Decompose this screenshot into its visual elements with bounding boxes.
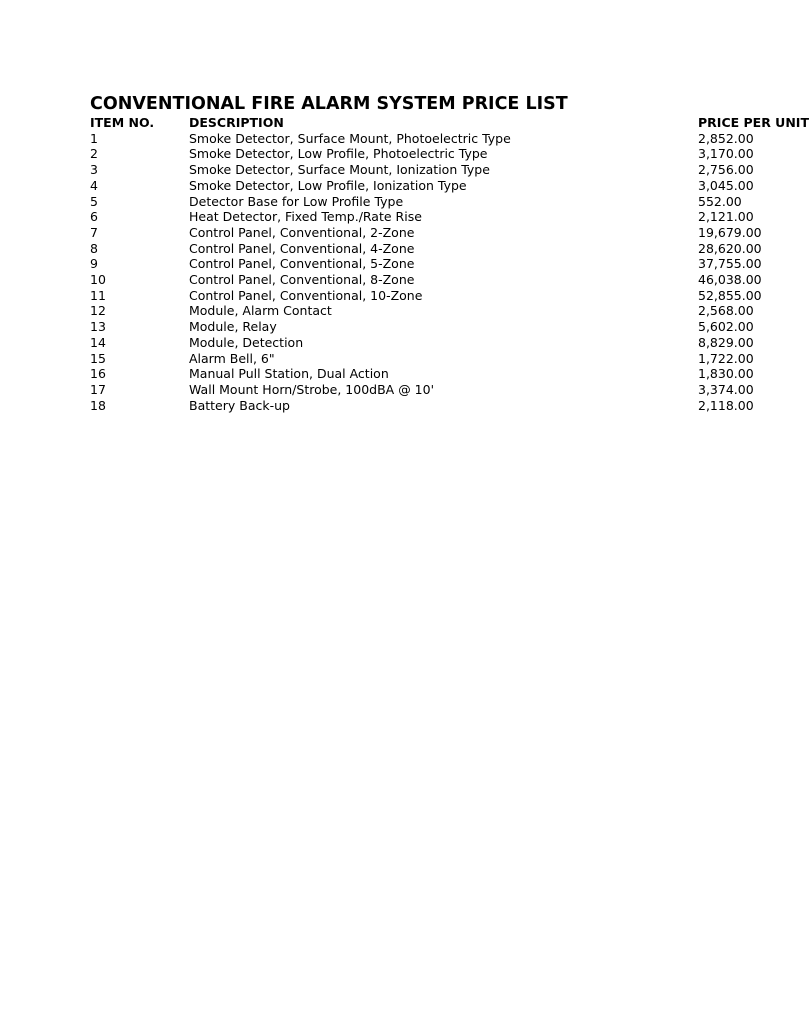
table-row xyxy=(90,272,790,288)
table-row xyxy=(90,146,790,162)
item-no-cell: 16 xyxy=(90,366,106,382)
item-no-cell: 11 xyxy=(90,287,106,303)
description-cell: Smoke Detector, Low Profile, Ionization Type xyxy=(189,177,467,193)
price-cell: 5,602.00 xyxy=(698,319,754,335)
item-no-cell: 9 xyxy=(90,256,98,272)
description-cell: Alarm Bell, 6" xyxy=(189,350,275,366)
table-row xyxy=(90,241,790,257)
item-no-cell: 17 xyxy=(90,381,106,397)
table-row xyxy=(90,335,790,351)
header-price: PRICE PER UNIT xyxy=(698,115,809,130)
price-cell: 8,829.00 xyxy=(698,334,754,350)
description-cell: Detector Base for Low Profile Type xyxy=(189,193,404,209)
price-cell: 2,852.00 xyxy=(698,130,754,146)
price-cell: 3,045.00 xyxy=(698,177,754,193)
price-list-sheet xyxy=(90,93,809,413)
description-cell: Smoke Detector, Surface Mount, Ionization Type xyxy=(189,162,490,178)
table-row xyxy=(90,225,790,241)
price-cell: 19,679.00 xyxy=(698,224,762,240)
description-cell: Manual Pull Station, Dual Action xyxy=(189,366,389,382)
description-cell: Control Panel, Conventional, 5-Zone xyxy=(189,256,415,272)
description-cell: Battery Back-up xyxy=(189,397,290,413)
price-cell: 2,756.00 xyxy=(698,162,754,178)
table-row xyxy=(90,131,790,147)
item-no-cell: 13 xyxy=(90,319,106,335)
description-cell: Control Panel, Conventional, 10-Zone xyxy=(189,287,423,303)
item-no-cell: 10 xyxy=(90,272,106,288)
item-no-cell: 12 xyxy=(90,303,106,319)
price-cell: 2,568.00 xyxy=(698,303,754,319)
item-no-cell: 6 xyxy=(90,209,98,225)
price-cell: 1,830.00 xyxy=(698,366,754,382)
description-cell: Heat Detector, Fixed Temp./Rate Rise xyxy=(189,209,422,225)
price-cell: 28,620.00 xyxy=(698,240,762,256)
item-no-cell: 1 xyxy=(90,130,98,146)
table-row xyxy=(90,319,790,335)
description-cell: Module, Relay xyxy=(189,319,277,335)
table-row xyxy=(90,303,790,319)
table-row xyxy=(90,178,790,194)
item-no-cell: 18 xyxy=(90,397,106,413)
table-row xyxy=(90,382,790,398)
price-cell: 2,121.00 xyxy=(698,209,754,225)
table-row xyxy=(90,162,790,178)
table-row xyxy=(90,366,790,382)
price-cell: 37,755.00 xyxy=(698,256,762,272)
item-no-cell: 4 xyxy=(90,177,98,193)
price-cell: 52,855.00 xyxy=(698,287,762,303)
item-no-cell: 3 xyxy=(90,162,98,178)
price-cell: 3,170.00 xyxy=(698,146,754,162)
price-cell: 1,722.00 xyxy=(698,350,754,366)
table-row xyxy=(90,288,790,304)
table-row xyxy=(90,351,790,367)
description-cell: Smoke Detector, Low Profile, Photoelectric Type xyxy=(189,146,488,162)
table-row xyxy=(90,256,790,272)
description-cell: Control Panel, Conventional, 8-Zone xyxy=(189,272,415,288)
table-row xyxy=(90,209,790,225)
price-cell: 552.00 xyxy=(698,193,742,209)
description-cell: Control Panel, Conventional, 4-Zone xyxy=(189,240,415,256)
item-no-cell: 2 xyxy=(90,146,98,162)
price-cell: 3,374.00 xyxy=(698,381,754,397)
table-row xyxy=(90,194,790,210)
header-item-no: ITEM NO. xyxy=(90,115,155,130)
description-cell: Wall Mount Horn/Strobe, 100dBA @ 10' xyxy=(189,381,435,397)
item-no-cell: 8 xyxy=(90,240,98,256)
table-row xyxy=(90,398,790,414)
item-no-cell: 15 xyxy=(90,350,106,366)
description-cell: Control Panel, Conventional, 2-Zone xyxy=(189,224,415,240)
page-title: CONVENTIONAL FIRE ALARM SYSTEM PRICE LIST xyxy=(90,94,568,114)
price-cell: 2,118.00 xyxy=(698,397,754,413)
table-header-row xyxy=(90,115,790,131)
item-no-cell: 14 xyxy=(90,334,106,350)
description-cell: Module, Detection xyxy=(189,334,304,350)
item-no-cell: 7 xyxy=(90,224,98,240)
table-body xyxy=(90,131,790,414)
description-cell: Module, Alarm Contact xyxy=(189,303,332,319)
price-cell: 46,038.00 xyxy=(698,272,762,288)
price-table xyxy=(90,115,809,413)
item-no-cell: 5 xyxy=(90,193,98,209)
header-description: DESCRIPTION xyxy=(189,115,284,130)
description-cell: Smoke Detector, Surface Mount, Photoelectric Type xyxy=(189,130,511,146)
